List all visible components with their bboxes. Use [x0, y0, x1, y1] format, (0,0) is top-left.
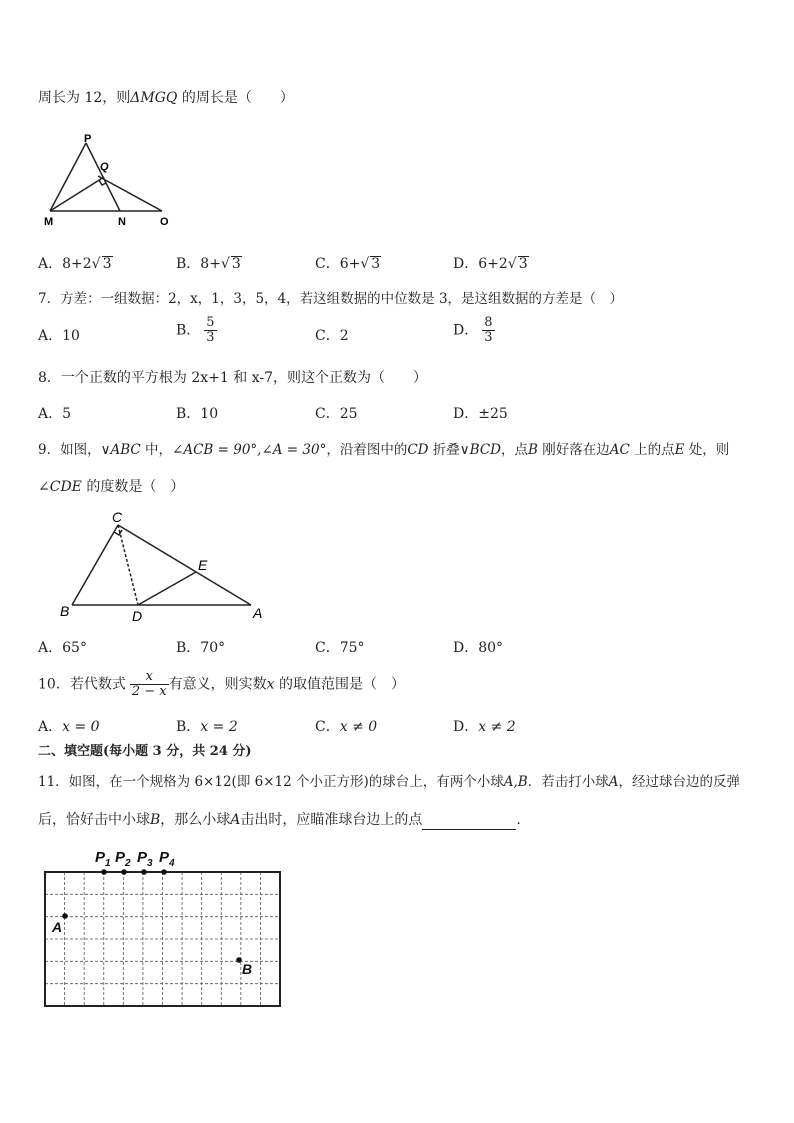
q7-option-b[interactable]: B． $\frac{5}{3}$ — [176, 315, 215, 345]
q6-label-n: N — [118, 216, 126, 228]
svg-text:4: 4 — [169, 858, 175, 869]
q7-stem: 7．方差：一组数据：2，x，1，3，5，4，若这组数据的中位数是 3，是这组数据的方差是（ ） — [38, 291, 624, 307]
ball-p1 — [101, 869, 107, 875]
q8-option-a[interactable]: A．5 — [38, 406, 72, 422]
q11-stem-line1: 11．如图，在一个规格为 6×12(即 6×12 个小正方形)的球台上，有两个小球A,B．若击打小球A，经过球台边的反弹 — [38, 774, 740, 790]
q6-option-a[interactable]: A．8+2√ 3 — [38, 256, 112, 272]
ball-b — [236, 957, 242, 963]
q8-option-d[interactable]: D．±25 — [453, 406, 508, 422]
q7-option-d[interactable]: D． $\frac{8}{3}$ — [453, 315, 493, 345]
p1-label: P — [95, 849, 106, 866]
q9-option-b[interactable]: B．70° — [176, 640, 226, 656]
q10-option-c[interactable]: C．x ≠ 0 — [315, 719, 378, 735]
ball-p2 — [121, 869, 127, 875]
section-heading: 二、填空题(每小题 3 分，共 24 分) — [38, 744, 252, 759]
q8-option-c[interactable]: C．25 — [315, 406, 358, 422]
q8-option-b[interactable]: B．10 — [176, 406, 219, 422]
q6-label-m: M — [44, 216, 54, 228]
b-label: B — [242, 961, 253, 977]
q11-answer-blank[interactable] — [422, 815, 516, 830]
q6-label-q: Q — [100, 161, 109, 173]
q6-option-b[interactable]: B．8+√ 3 — [176, 256, 241, 272]
q6-stem — [38, 88, 294, 108]
svg-text:3: 3 — [147, 858, 153, 869]
q10-option-a[interactable]: A．x = 0 — [38, 719, 100, 735]
q9-label-c: C — [112, 509, 123, 525]
q9-label-b: B — [60, 603, 70, 619]
sqrt-icon: √ — [360, 256, 370, 272]
q9-label-a: A — [253, 605, 263, 621]
q9-stem-line1: 9．如图，∨ABC 中，∠ACB = 90°,∠A = 30°，沿着图中的CD 折叠∨BCD，点B 刚好落在边AC 上的点E 处，则 — [38, 442, 730, 458]
q6-label-p: P — [84, 133, 92, 145]
q9-option-a[interactable]: A．65° — [38, 640, 87, 656]
q9-option-d[interactable]: D．80° — [453, 640, 504, 656]
q6-option-c[interactable]: C．6+√ 3 — [315, 256, 381, 272]
q6-figure — [40, 132, 180, 232]
q9-label-d: D — [132, 608, 143, 624]
q6-stem-end: 的周长是（ ） — [177, 90, 294, 106]
svg-text:2: 2 — [125, 858, 131, 869]
q8-stem: 8．一个正数的平方根为 2x+1 和 x-7，则这个正数为（ ） — [38, 370, 427, 386]
p3-label: P — [137, 849, 148, 866]
q7-option-d-fraction: $\frac{8}{3}$ — [484, 315, 493, 345]
q6-stem-text: 周长为 12，则 — [38, 90, 131, 106]
svg-text:1: 1 — [105, 858, 111, 869]
q6-triangle-name: ΔMGQ — [130, 90, 178, 106]
q9-option-c[interactable]: C．75° — [315, 640, 365, 656]
sqrt-icon: √ — [91, 256, 101, 272]
q7-option-b-fraction: $\frac{5}{3}$ — [206, 315, 215, 345]
q10-option-d[interactable]: D．x ≠ 2 — [453, 719, 516, 735]
sqrt-icon: √ — [220, 256, 230, 272]
q11-grid-figure — [38, 840, 310, 1012]
q10-option-b[interactable]: B．x = 2 — [176, 719, 238, 735]
q11-stem-line2: 后，恰好击中小球B，那么小球A击出时，应瞄准球台边上的点 . — [38, 812, 521, 828]
q9-label-e: E — [198, 557, 208, 573]
q10-stem: 10．若代数式 $\frac{x}{2 - x}$ 有意义，则实数x 的取值范围是（ ） — [38, 669, 405, 699]
p2-label: P — [115, 849, 126, 866]
ball-p4 — [161, 869, 167, 875]
a-label: A — [52, 919, 63, 935]
q7-option-a[interactable]: A．10 — [38, 328, 80, 344]
ball-a — [62, 913, 68, 919]
ball-p3 — [141, 869, 147, 875]
q7-option-c[interactable]: C．2 — [315, 328, 349, 344]
sqrt-icon: √ — [507, 256, 517, 272]
q10-fraction: $\frac{x}{2 - x}$ — [131, 669, 167, 699]
q6-label-o: O — [160, 216, 169, 228]
q6-option-d[interactable]: D．6+2√ 3 — [453, 256, 528, 272]
q9-figure — [56, 508, 276, 628]
p4-label: P — [159, 849, 170, 866]
q9-stem-line2: ∠CDE 的度数是（ ） — [38, 479, 185, 495]
